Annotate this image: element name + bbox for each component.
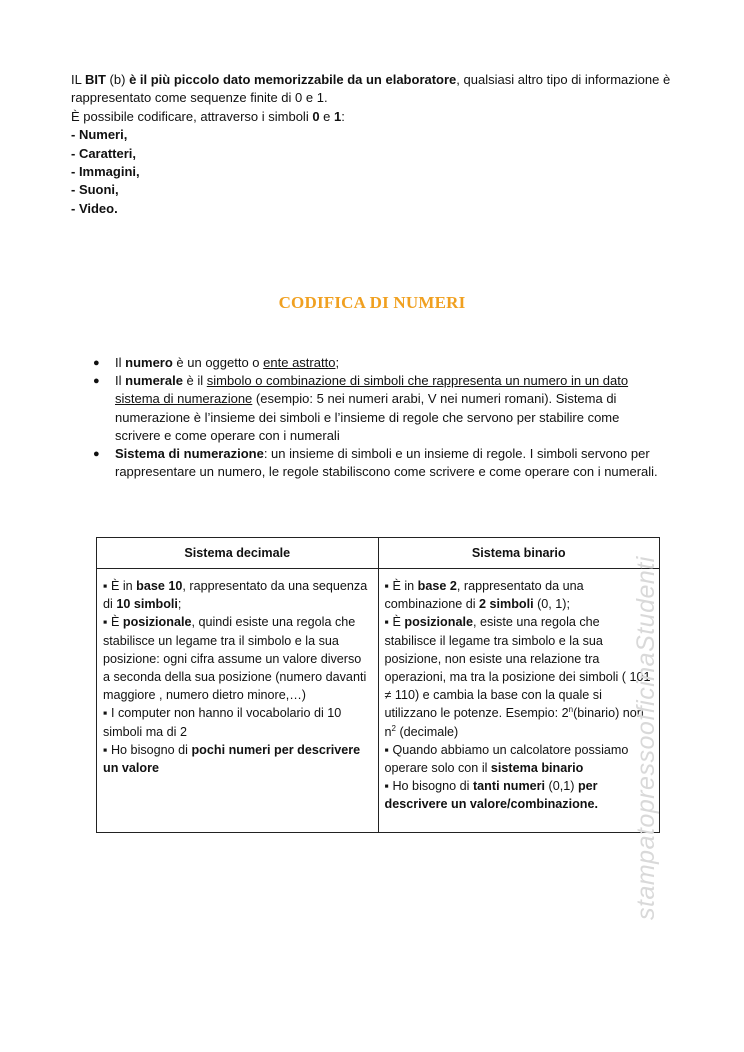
encoding-item: - Numeri, [71,127,128,143]
intro-paragraph [71,71,671,218]
watermark: stampatopressoofficinaStudenti [632,556,660,920]
bit-definition-bold: è il più piccolo dato memorizzabile da un elaboratore [129,72,457,87]
bullet-icon: ● [93,375,100,388]
encoding-item: - Suoni, [71,182,119,198]
list-item: ● Il numero è un oggetto o ente astratto; [93,354,668,372]
bit-term: BIT [84,72,106,87]
encoding-item: - Immagini, [71,164,140,180]
bullet-icon: ● [93,357,100,369]
bullet-icon: ● [93,448,100,461]
encoding-item: - Caratteri, [71,145,137,161]
bit-definition: IL BIT (b) è il più piccolo dato memorizzabile da un elaboratore, qualsiasi altro tipo di informazione è rappresentato come sequenze finite di 0 e 1. [71,72,671,106]
header-binary: Sistema binario [378,538,660,569]
encoding-item: - Video. [71,200,118,216]
encoding-intro: È possibile codificare, attraverso i simboli 0 e 1: [71,108,345,124]
comparison-table [96,537,660,833]
binary-cell: ▪ È in base 2, rappresentato da una combinazione di 2 simboli (0, 1); ▪ È posizionale, esiste una regola che stabilisce il legame tra simbolo e la sua posizione, non esiste una relazione tra operazioni, ma tra la posizione dei simboli ( 101 ≠ 110) e cambia la base con la quale si utilizzano le potenze. Esempio: 2$^n$(binario) non $n^2$ (decimale) ▪ Quando abbiamo un calcolatore possiamo operare solo con il sistema binario ▪ Ho bisogno di tanti numeri (0,1) per descrivere un valore/combinazione. [378,569,660,833]
list-item: ● Il numerale è il simbolo o combinazione di simboli che rappresenta un numero in un dato sistema di numerazione (esempio: 5 nei numeri arabi, V nei numeri romani). Sistema di numerazione è l’insieme dei simboli e l’insieme di regole che servono per stabilire come scrivere e come operare con i numerali [93,373,629,443]
decimal-cell: ▪ È in base 10, rappresentato da una sequenza di 10 simboli; ▪ È posizionale, quindi esiste una regola che stabilisce un legame tra il simbolo e la sua posizione: ogni cifra assume un valore diverso a seconda della sua posizione (numero davanti maggiore , numero dietro minore,…) ▪ I computer non hanno il vocabolario di 10 simboli ma di 2 ▪ Ho bisogno di pochi numeri per descrivere un valore [97,569,379,833]
table-header-row [97,538,660,569]
header-decimal: Sistema decimale [97,538,379,569]
definitions-list [93,354,668,481]
table-row [97,569,660,833]
list-item: ● Sistema di numerazione: un insieme di simboli e un insieme di regole. I simboli servono per rappresentare un numero, le regole stabiliscono come scrivere e come operare con i numerali. [93,446,658,480]
section-title: CODIFICA DI NUMERI [278,293,466,312]
